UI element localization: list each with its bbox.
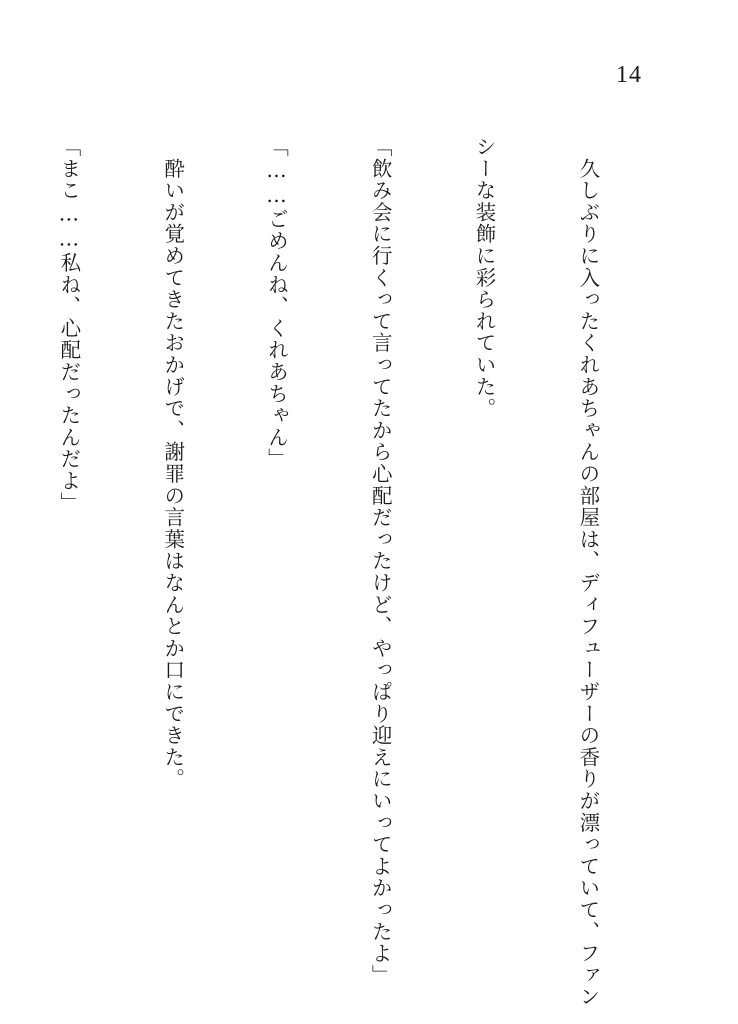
text-line: 「飲み会に行くって言ってたから心配だったけど、やっぱり迎えにいってよかったよ」 [368,136,393,987]
novel-body-text [54,136,674,1008]
text-line: 酔いが覚めてきたおかげで、謝罪の言葉はなんとか口にできた。 [160,136,185,790]
page-number: 14 [616,62,642,88]
text-line: 久しぶりに入ったくれあちゃんの部屋は、ディフューザーの香りが漂っていて、ファン [575,136,600,1008]
text-line: 「……ごめんね、くれあちゃん」 [264,136,289,470]
text-line: 「まこ……私ね、心配だったんだよ」 [56,136,81,514]
text-line: シーな装飾に彩られていた。 [472,136,497,420]
